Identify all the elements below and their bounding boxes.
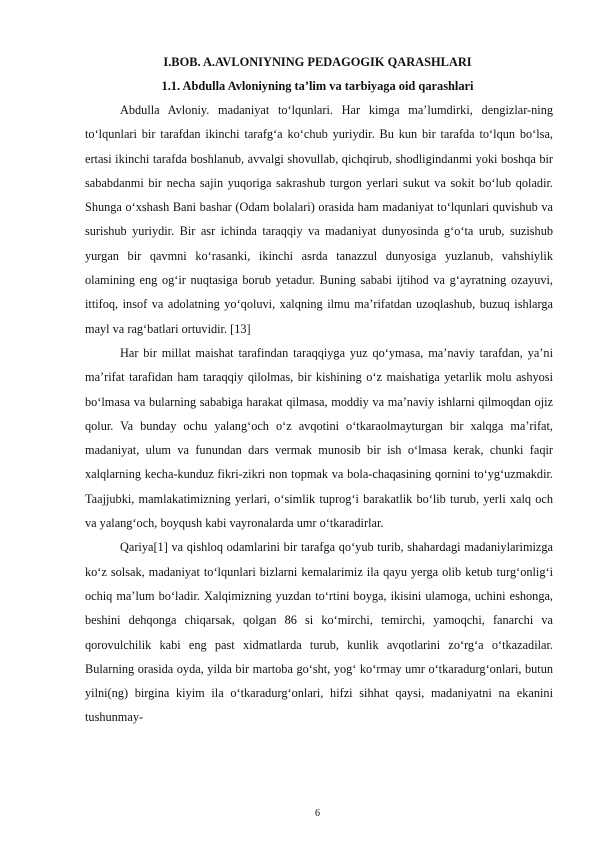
section-title: 1.1. Abdulla Avloniyning ta’lim va tarbiyaga oid qarashlari (161, 79, 474, 93)
paragraph: Qariya[1] va qishloq odamlarini bir tarafga qo‘yub turib, shahardagi madaniylarimizga ko‘z solsak, madaniyat to‘lqunlari bizlarni kemalarimiz ila qayu yerga olib ketub turg‘onlig‘i ochiq ma’lum bo‘ladir. Xalqimizning yuzdan to‘rtini boyga, ikisini ulamoga, uchini eshonga, beshini dehqonga chiqarsak, qolgan 86 si ko‘mirchi, temirchi, yamoqchi, fanarchi va qorovulchilik kabi eng past xidmatlarda turub, kunlik avqotlarini zo‘rg‘a o‘tkazadilar. Bularning orasida oyda, yilda bir martoba go‘sht, yog‘ ko‘rmay umr o‘tkaradurg‘onlari, butun yilni(ng) birgina kiyim ila o‘tkaradurg‘onlari, hifzi sihhat qaysi, madaniyatni na ekanini tushunmay- (85, 540, 553, 725)
chapter-title: I.BOB. A.AVLONIYNING PEDAGOGIK QARASHLARI (163, 55, 472, 69)
paragraph: Har bir millat maishat tarafindan taraqqiyga yuz qo‘ymasa, ma’naviy tarafdan, ya’ni ma’rifat tarafidan ham taraqqiy qilolmas, bir kishining o‘z maishatiga yetarlik molu ashyosi bo‘lmasa va bularning sababiga harakat qilmasa, moddiy va ma’naviy ishlarni qilmoqdan ojiz qolur. Va bunday ochu yalang‘och o‘z avqotini o‘tkaraolmayturgan bir xalqga ma’rifat, madaniyat, ulum va funundan dars vermak munosib bir ish o‘lmasa kerak, chunki faqir xalqlarning kecha-kunduz fikri-zikri non topmak va bola-chaqasining qornini to‘yg‘uzmakdir. Taajjubki, mamlakatimizning yerlari, o‘simlik tuprog‘i barakatlik bo‘lib turub, yerli xalq och va yalang‘och, boyqush kabi vayronalarda umr o‘tkaradirlar. (85, 345, 553, 531)
page-number: 6 (315, 808, 320, 819)
paragraph: Abdulla Avloniy. madaniyat to‘lqunlari. Har kimga ma’lumdirki, dengizlar-ning to‘lqunlari bir tarafdan ikinchi tarafg‘a ko‘chub yuriydir. Bu kun bir tarafda to‘lqun bo‘lsa, ertasi ikinchi tarafda boshlanub, avvalgi shovullab, qichqirub, shodligindanmi yoki boshqa bir sababdanmi bir necha sajin yuqoriga sakrashub turgon yerlari sukut va sokit bo‘lub qoladir. Shunga o‘xshash Bani bashar (Odam bolalari) orasida ham madaniyat to‘lqunlari quvishub va surishub yuriydir. Bir asr ichinda taraqqiy va madaniyat dunyosinda g‘o‘ta urub, suzishub yurgan bir qavmni ko‘rasanki, ikinchi asrda tanazzul dunyosiga yuzlanub, vahshiylik olamining eng og‘ir nuqtasiga borub yetadur. Buning sababi ijtihod va g‘ayratning ozayuvi, ittifoq, insof va adolatning yo‘qoluvi, xalqning ilmu ma’rifatdan uzoqlashub, buzuq ishlarga mayl va rag‘batlari ortuvidir. [13] (85, 103, 553, 336)
body-text (85, 98, 553, 730)
